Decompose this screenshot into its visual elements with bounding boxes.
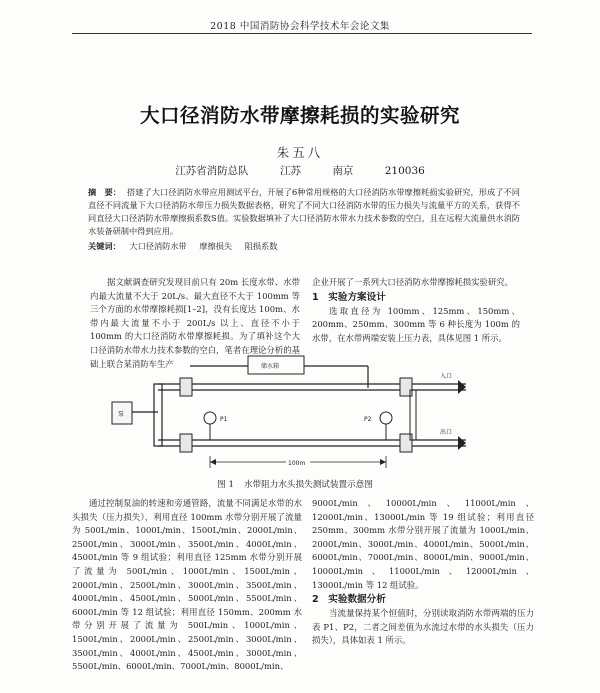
inlet-label: 入口 bbox=[440, 373, 453, 380]
running-head: 2018 中国消防协会科学技术年会论文集 bbox=[210, 21, 390, 32]
paragraph: 9000L/min、10000L/min、11000L/min、12000L/min、13000L/min 等 19 组试验；利用直径 250mm、300mm 水带分别开展了流量为 1000L/min、2000L/min、3000L/min、4000L/min、5000L/min、6000L/min、7000L/min、8000L/min、9000L/min、10000L/min、11000L/min、12000L/min、13000L/min 等 12 组试验。 bbox=[312, 498, 534, 590]
figure-caption bbox=[0, 478, 600, 490]
outlet-arrow-icon bbox=[458, 436, 466, 450]
dimension-arrow-right-icon bbox=[380, 459, 386, 465]
pressure-gauge-p2 bbox=[380, 412, 392, 424]
keywords-label: 关键词： bbox=[88, 241, 121, 251]
gauge-p2-label: P2 bbox=[364, 416, 372, 423]
water-tank-label: 储水箱 bbox=[261, 363, 280, 370]
author-name: 朱五八 bbox=[276, 145, 324, 160]
outlet-label: 出口 bbox=[440, 429, 453, 436]
lower-valve bbox=[180, 434, 192, 452]
affiliation bbox=[0, 163, 600, 178]
affiliation-org: 江苏省消防总队 bbox=[175, 165, 249, 177]
test-apparatus-diagram bbox=[110, 354, 470, 474]
paragraph: 通过控制泵油的转速和旁通管路，流量不同满足水带的水头损失（压力损失），利用直径 100mm 水带分别开展了流量为 500L/min、1000L/min、1500L/min、2000L/min、2500L/min、3000L/min、3500L/min、4000L/min、4500L/min 等 9 组试验；利用直径 125mm 水带分别开展了流量为 500L/min、1000L/min、1500L/min、2000L/min、2500L/min、3000L/min、3500L/min、4000L/min、4500L/min、5000L/min、5500L/min、6000L/min 等 12 组试验；利用直径 150mm、200mm 水带分别开展了流量为 500L/min、1000L/min、1500L/min、2000L/min、2500L/min、3000L/min、3500L/min、4000L/min、4500L/min、3000L/min、5500L/min、6000L/min、7000L/min、8000L/min、 bbox=[72, 498, 302, 672]
section-heading: 1 实验方案设计 bbox=[312, 291, 386, 303]
abstract-text: 搭建了大口径消防水带应用测试平台，开展了6种常用规格的大口径消防水带摩擦耗损实验研究，形成了不同直径不同流量下大口径消防水带压力损失数据表格，研究了不同大口径消防水带的压力损失与流量平方的关系，获得不同直径大口径消防水带摩擦损系数S值。实验数据填补了大口径消防水带水力技术参数的空白，且在远程大流量供水消防水装备研制中得到应用。 bbox=[88, 187, 520, 236]
section-heading: 2 实验数据分析 bbox=[312, 594, 386, 606]
figure-number: 图 1 bbox=[217, 480, 234, 490]
keyword: 大口径消防水带 bbox=[129, 241, 187, 251]
inlet-arrow-icon bbox=[458, 380, 466, 394]
header-rule bbox=[72, 33, 532, 34]
abstract-label: 摘 要： bbox=[88, 187, 122, 197]
affiliation-province: 江苏 bbox=[280, 165, 302, 177]
dimension-label: 100m bbox=[288, 460, 306, 467]
body-column-2 bbox=[312, 276, 520, 345]
keyword: 摩擦损失 bbox=[199, 241, 233, 251]
paper-title: 大口径消防水带摩擦耗损的实验研究 bbox=[139, 104, 460, 127]
pump-label: 泵 bbox=[118, 411, 125, 418]
left-riser bbox=[154, 384, 162, 446]
keyword: 阻损系数 bbox=[244, 241, 278, 251]
keywords bbox=[88, 241, 520, 252]
dimension-arrow-left-icon bbox=[210, 459, 216, 465]
body-column-3 bbox=[72, 497, 302, 674]
paragraph: 选取直径为 100mm、125mm、150mm、200mm、250mm、300mm 等 6 种长度为 100m 的水带，在水带两端安装上压力表，具体见图 1 所示。 bbox=[312, 305, 520, 343]
affiliation-postcode: 210036 bbox=[384, 165, 425, 177]
upper-valve bbox=[180, 378, 192, 396]
gauge-p1-label: P1 bbox=[220, 416, 228, 423]
paragraph: 企业开展了一系列大口径消防水带摩擦耗损实验研究。 bbox=[312, 277, 513, 287]
pressure-gauge-p1 bbox=[204, 412, 216, 424]
paragraph: 据文献调查研究发现目前只有 20m 长度水带、水带内最大流量不大于 20L/s、最大直径不大于 100mm 等三个方面的水带摩擦耗损[1–2]，没有长度达 100m、水带内最大流量不小于 200L/s 以上、直径不小于 100mm 的大口径消防水带摩擦耗损。为了填补这个大口径消防水带水力技术参数的空白，笔者在理论分析的基础上联合某消防车生产 bbox=[90, 277, 300, 369]
right-riser bbox=[410, 390, 416, 440]
affiliation-city: 南京 bbox=[332, 165, 354, 177]
figure-caption-text: 水带阻力水头损失测试装置示意图 bbox=[243, 480, 373, 490]
paragraph: 当流量保持某个恒值时，分别读取消防水带两端的压力表 P1、P2，二者之间差值为水流过水带的水头损失（压力损失），具体如表 1 所示。 bbox=[312, 608, 534, 646]
body-column-4 bbox=[312, 497, 534, 648]
abstract bbox=[88, 186, 520, 238]
